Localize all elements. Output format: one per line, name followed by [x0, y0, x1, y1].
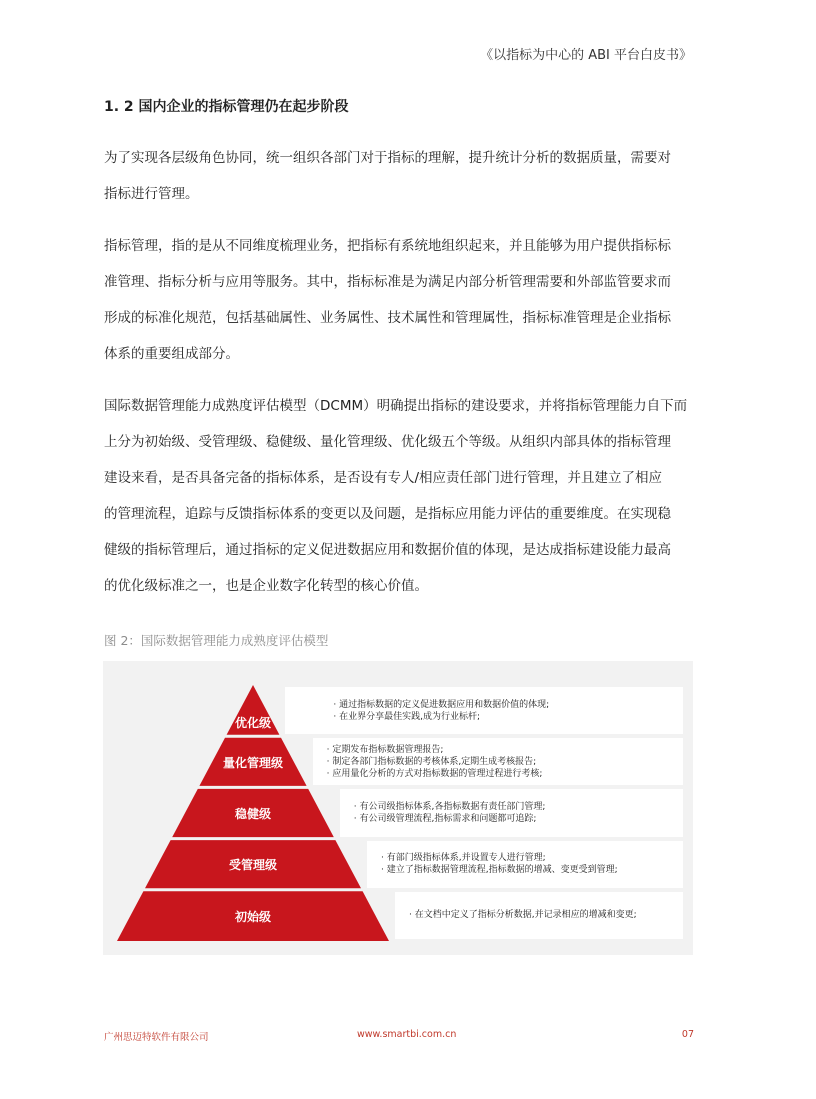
level-description-item: · 有部门级指标体系,并设置专人进行管理;: [381, 853, 546, 864]
page-number: 07: [681, 1029, 694, 1040]
paragraph-line: 的优化级标准之一，也是企业数字化转型的核心价值。: [104, 578, 428, 594]
footer-company: 广州思迈特软件有限公司: [104, 1032, 209, 1043]
footer-url: www.smartbi.com.cn: [357, 1029, 457, 1040]
level-description-item: · 通过指标数据的定义促进数据应用和数据价值的体现;: [333, 699, 550, 710]
paragraph-line: 上分为初始级、受管理级、稳健级、量化管理级、优化级五个等级。从组织内部具体的指标管理: [104, 434, 671, 450]
paragraph-line: 健级的指标管理后，通过指标的定义促进数据应用和数据价值的体现，是达成指标建设能力最高: [104, 542, 671, 558]
level-description-box: [285, 687, 683, 734]
level-description-item: · 在文档中定义了指标分析数据,并记录相应的增减和变更;: [409, 910, 637, 921]
level-description-item: · 有公司级指标体系,各指标数据有责任部门管理;: [353, 801, 546, 812]
paragraph-line: 国际数据管理能力成熟度评估模型（DCMM）明确提出指标的建设要求，并将指标管理能力自下而: [104, 398, 688, 414]
document-header-title: 《以指标为中心的 ABI 平台白皮书》: [480, 48, 692, 63]
paragraph-line: 指标管理，指的是从不同维度梳理业务，把指标有系统地组织起来，并且能够为用户提供指标标: [104, 238, 671, 254]
level-description-box: [340, 789, 683, 836]
level-description-item: · 制定各部门指标数据的考核体系,定期生成考核报告;: [326, 756, 537, 767]
level-description-item: · 定期发布指标数据管理报告;: [326, 744, 444, 755]
section-heading: 1. 2 国内企业的指标管理仍在起步阶段: [104, 99, 349, 115]
level-description-box: [395, 892, 683, 939]
paragraph-definition: [104, 228, 704, 372]
level-description-item: · 有公司级管理流程,指标需求和问题都可追踪;: [353, 813, 537, 824]
paragraph-line: 体系的重要组成部分。: [104, 346, 239, 362]
paragraph-line: 指标进行管理。: [104, 186, 199, 202]
pyramid-level-label: 稳健级: [234, 807, 271, 821]
paragraph-line: 准管理、指标分析与应用等服务。其中，指标标准是为满足内部分析管理需要和外部监管要求而: [104, 274, 671, 290]
pyramid-level-label: 量化管理级: [222, 755, 283, 770]
dcmm-pyramid-figure: [103, 661, 693, 955]
paragraph-line: 建设来看，是否具备完备的指标体系，是否设有专人/相应责任部门进行管理，并且建立了相应: [104, 470, 663, 486]
paragraph-line: 形成的标准化规范，包括基础属性、业务属性、技术属性和管理属性，指标标准管理是企业指标: [104, 310, 671, 326]
level-description-item: · 在业界分享最佳实践,成为行业标杆;: [333, 711, 481, 722]
paragraph-intro: [104, 140, 704, 212]
pyramid-level-label: 优化级: [234, 715, 271, 730]
paragraph-dcmm: [104, 388, 704, 604]
paragraph-line: 的管理流程，追踪与反馈指标体系的变更以及问题，是指标应用能力评估的重要维度。在实现稳: [104, 506, 671, 522]
level-description-box: [367, 841, 683, 888]
level-description-item: · 建立了指标数据管理流程,指标数据的增减、变更受到管理;: [381, 865, 618, 876]
paragraph-line: 为了实现各层级角色协同，统一组织各部门对于指标的理解，提升统计分析的数据质量，需要对: [104, 150, 671, 166]
level-description-box: [313, 738, 683, 785]
pyramid-level-label: 受管理级: [228, 858, 277, 873]
figure-caption: 图 2：国际数据管理能力成熟度评估模型: [104, 633, 329, 648]
level-description-item: · 应用量化分析的方式对指标数据的管理过程进行考核;: [326, 768, 543, 779]
pyramid-level-label: 初始级: [234, 910, 271, 925]
